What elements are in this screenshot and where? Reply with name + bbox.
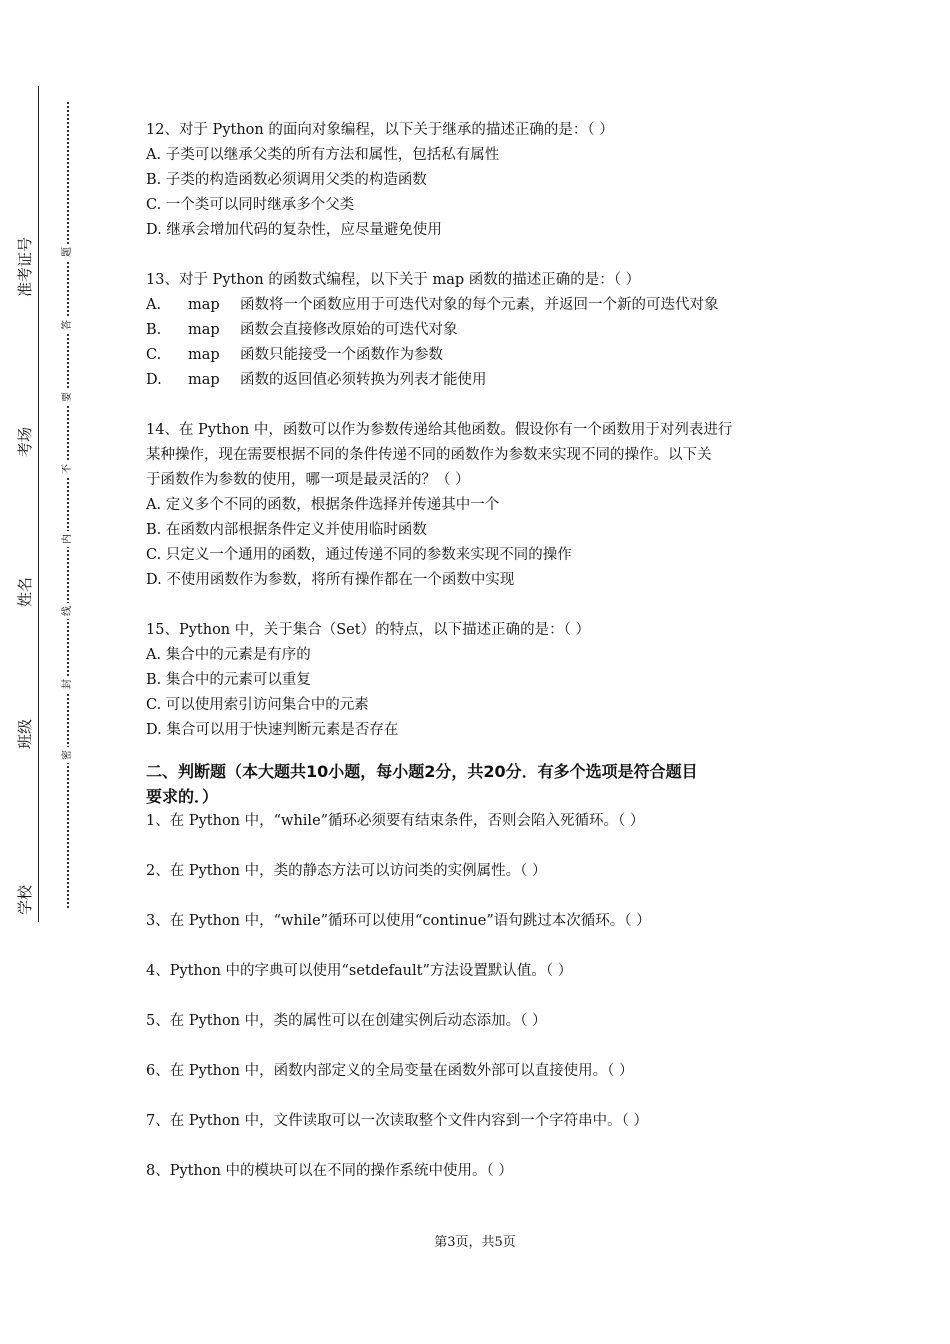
seal-char: 内: [61, 531, 75, 547]
true-false-list: [146, 809, 816, 1184]
seal-char: 答: [61, 317, 75, 333]
option: D. 继承会增加代码的复杂性，应尽量避免使用: [146, 222, 442, 238]
seal-char: 线: [61, 603, 75, 619]
option: A. 集合中的元素是有序的: [146, 647, 311, 663]
seal-char: 要: [61, 389, 75, 405]
option: C. 可以使用索引访问集合中的元素: [146, 697, 369, 713]
question-stem: 13、对于 Python 的函数式编程，以下关于 map 函数的描述正确的是：（ ）: [146, 272, 641, 288]
question-stem-line: 某种操作，现在需要根据不同的条件传递不同的函数作为参数来实现不同的操作。以下关: [146, 447, 712, 463]
tf-item: 5、在 Python 中，类的属性可以在创建实例后动态添加。（ ）: [146, 1013, 547, 1029]
option: D. 集合可以用于快速判断元素是否存在: [146, 722, 399, 738]
question-stem: 15、Python 中，关于集合（Set）的特点，以下描述正确的是：（ ）: [146, 622, 590, 638]
section-title: 二、判断题（本大题共10小题，每小题2分，共20分．有多个选项是符合题目 要求的．）: [146, 762, 698, 806]
option: B. map 函数会直接修改原始的可迭代对象: [146, 322, 458, 338]
seal-char: 密: [61, 747, 75, 763]
question-15: [146, 618, 816, 743]
tf-item: 4、Python 中的字典可以使用“setdefault”方法设置默认值。（ ）: [146, 963, 573, 979]
tf-item: 7、在 Python 中，文件读取可以一次读取整个文件内容到一个字符串中。（ ）: [146, 1113, 648, 1129]
option: C. 只定义一个通用的函数，通过传递不同的参数来实现不同的操作: [146, 547, 572, 563]
page-footer: 第3页，共5页: [434, 1235, 516, 1250]
tf-item: 1、在 Python 中，“while”循环必须要有结束条件，否则会陷入死循环。（ ）: [146, 813, 645, 829]
side-label-school: 学校: [16, 884, 34, 915]
option: B. 子类的构造函数必须调用父类的构造函数: [146, 172, 427, 188]
question-12: [146, 118, 816, 243]
tf-item: 6、在 Python 中，函数内部定义的全局变量在函数外部可以直接使用。（ ）: [146, 1063, 634, 1079]
binding-line: [38, 86, 39, 922]
option: A. 子类可以继承父类的所有方法和属性，包括私有属性: [146, 147, 500, 163]
question-stem-line: 于函数作为参数的使用，哪一项是最灵活的？（ ）: [146, 472, 470, 488]
seal-char: 封: [61, 676, 75, 692]
option: A. map 函数将一个函数应用于可迭代对象的每个元素，并返回一个新的可迭代对象: [146, 297, 719, 313]
side-label-class: 班级: [16, 718, 34, 749]
option: C. 一个类可以同时继承多个父类: [146, 197, 355, 213]
tf-item: 2、在 Python 中，类的静态方法可以访问类的实例属性。（ ）: [146, 863, 547, 879]
question-14: [146, 418, 816, 593]
side-label-name: 姓名: [16, 576, 34, 607]
option: D. 不使用函数作为参数，将所有操作都在一个函数中实现: [146, 572, 515, 588]
exam-content: [146, 118, 816, 1184]
seal-char: 不: [61, 461, 75, 477]
side-label-exam-room: 考场: [16, 426, 34, 457]
tf-item: 8、Python 中的模块可以在不同的操作系统中使用。（ ）: [146, 1163, 513, 1179]
question-stem: 12、对于 Python 的面向对象编程，以下关于继承的描述正确的是：（ ）: [146, 122, 614, 138]
option: B. 在函数内部根据条件定义并使用临时函数: [146, 522, 427, 538]
option: D. map 函数的返回值必须转换为列表才能使用: [146, 372, 487, 388]
question-13: [146, 268, 816, 393]
question-stem-line: 14、在 Python 中，函数可以作为参数传递给其他函数。假设你有一个函数用于对列表进行: [146, 422, 733, 438]
seal-char: 题: [61, 244, 75, 260]
tf-item: 3、在 Python 中，“while”循环可以使用“continue”语句跳过本次循环。（ ）: [146, 913, 651, 929]
option: A. 定义多个不同的函数，根据条件选择并传递其中一个: [146, 497, 500, 513]
option: B. 集合中的元素可以重复: [146, 672, 311, 688]
option: C. map 函数只能接受一个函数作为参数: [146, 347, 443, 363]
side-label-exam-id: 准考证号: [16, 236, 34, 297]
seal-dotted-line: [67, 102, 69, 908]
